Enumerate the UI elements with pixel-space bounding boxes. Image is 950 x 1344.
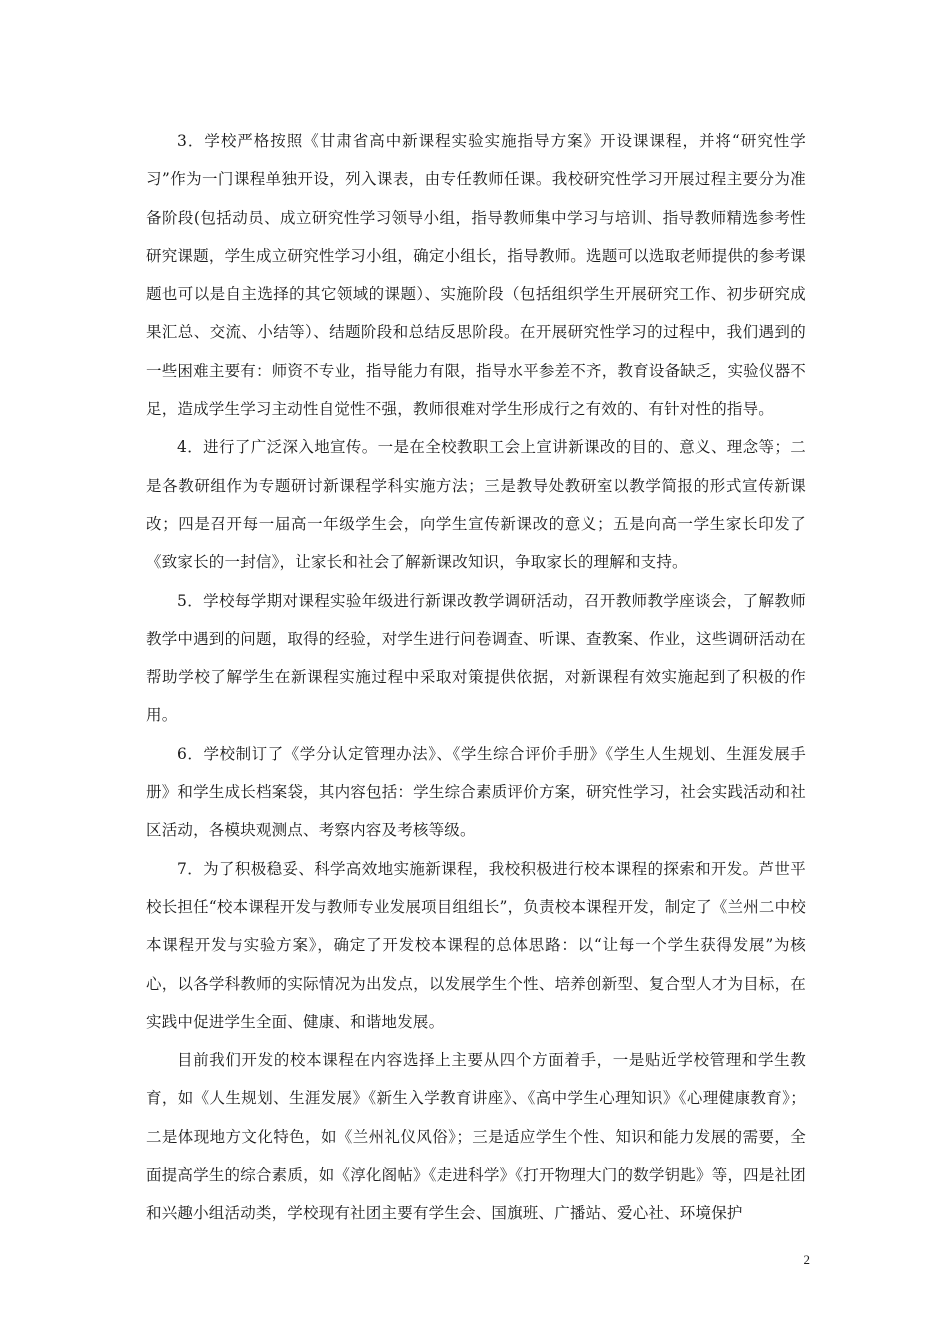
paragraph-item-4: 4．进行了广泛深入地宣传。一是在全校教职工会上宣讲新课改的目的、意义、理念等；二是各教研组作为专题研讨新课程学科实施方法；三是教导处教研室以教学简报的形式宣传新课改；四是召开每一届高一年级学生会，向学生宣传新课改的意义；五是向高一学生家长印发了《致家长的一封信》，让家长和社会了解新课改知识，争取家长的理解和支持。 xyxy=(146,438,806,572)
paragraph-item-6: 6．学校制订了《学分认定管理办法》、《学生综合评价手册》《学生人生规划、生涯发展手册》和学生成长档案袋，其内容包括：学生综合素质评价方案，研究性学习，社会实践活动和社区活动，各模块观测点、考察内容及考核等级。 xyxy=(146,744,806,840)
document-body xyxy=(146,122,806,1233)
paragraph-school-courses: 目前我们开发的校本课程在内容选择上主要从四个方面着手，一是贴近学校管理和学生教育，如《人生规划、生涯发展》《新生入学教育讲座》、《高中学生心理知识》《心理健康教育》；二是体现地方文化特色，如《兰州礼仪风俗》；三是适应学生个性、知识和能力发展的需要，全面提高学生的综合素质，如《淳化阁帖》《走进科学》《打开物理大门的数学钥匙》等，四是社团和兴趣小组活动类，学校现有社团主要有学生会、国旗班、广播站、爱心社、环境保护 xyxy=(146,1051,806,1223)
page-number: 2 xyxy=(803,1252,810,1267)
paragraph-item-5: 5．学校每学期对课程实验年级进行新课改教学调研活动，召开教师教学座谈会，了解教师教学中遇到的问题，取得的经验，对学生进行问卷调查、听课、查教案、作业，这些调研活动在帮助学校了解学生在新课程实施过程中采取对策提供依据，对新课程有效实施起到了积极的作用。 xyxy=(146,591,806,725)
paragraph-item-3: 3．学校严格按照《甘肃省高中新课程实验实施指导方案》开设课课程，并将“研究性学习”作为一门课程单独开设，列入课表，由专任教师任课。我校研究性学习开展过程主要分为准备阶段(包括动员、成立研究性学习领导小组，指导教师集中学习与培训、指导教师精选参考性研究课题，学生成立研究性学习小组，确定小组长，指导教师。选题可以选取老师提供的参考课题也可以是自主选择的其它领域的课题）、实施阶段（包括组织学生开展研究工作、初步研究成果汇总、交流、小结等）、结题阶段和总结反思阶段。在开展研究性学习的过程中，我们遇到的一些困难主要有：师资不专业，指导能力有限，指导水平参差不齐，教育设备缺乏，实验仪器不足，造成学生学习主动性自觉性不强，教师很难对学生形成行之有效的、有针对性的指导。 xyxy=(146,132,806,419)
paragraph-item-7: 7．为了积极稳妥、科学高效地实施新课程，我校积极进行校本课程的探索和开发。芦世平校长担任“校本课程开发与教师专业发展项目组组长”，负责校本课程开发，制定了《兰州二中校本课程开发与实验方案》，确定了开发校本课程的总体思路：以“让每一个学生获得发展”为核心，以各学科教师的实际情况为出发点，以发展学生个性、培养创新型、复合型人才为目标，在实践中促进学生全面、健康、和谐地发展。 xyxy=(146,859,806,1031)
